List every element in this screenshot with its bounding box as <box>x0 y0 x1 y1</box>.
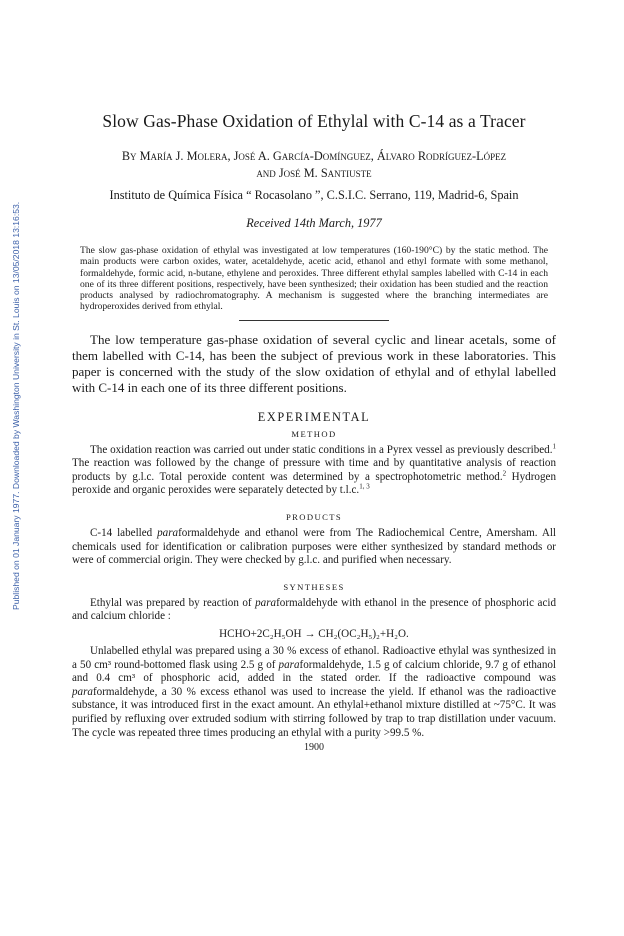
syn2-italic-2: para <box>72 685 93 698</box>
syn1-italic: para <box>255 596 277 609</box>
method-text-c: Hydrogen peroxide and organic peroxides were separately detected by t.l.c. <box>72 470 556 497</box>
products-paragraph <box>72 527 556 568</box>
syn2-text-b: formaldehyde, 1.5 g of calcium chloride, 9.7 g of ethanol and 0.4 cm³ of phosphoric acid, added in the stated order. If the radioactive compound was <box>72 658 556 685</box>
method-text-a: The oxidation reaction was carried out under static conditions in a Pyrex vessel as previously described. <box>90 443 553 456</box>
ref-1-3: 1, 3 <box>359 482 370 491</box>
ref-1: 1 <box>552 441 556 450</box>
download-side-note-text: Published on 01 January 1977. Downloaded by Washington University in St. Louis on 13/05/2018 13:16:53. <box>11 201 21 610</box>
ref-2: 2 <box>502 469 507 478</box>
products-text-a: C-14 labelled <box>90 526 158 539</box>
syn2-text-a: Unlabelled ethylal was prepared using a 30 % excess of ethanol. Radioactive ethylal was synthesized in a 50 cm³ round-bottomed flask using 2.5 g of <box>72 644 556 671</box>
paper-title: Slow Gas-Phase Oxidation of Ethylal with C-14 as a Tracer <box>102 111 526 131</box>
section-heading-experimental: EXPERIMENTAL <box>257 409 371 424</box>
subheading-products: PRODUCTS <box>285 511 343 522</box>
received-date: Received 14th March, 1977 <box>246 216 382 230</box>
syn1-text-a: Ethylal was prepared by reaction of <box>90 596 256 609</box>
products-italic: para <box>157 526 179 539</box>
authors-block <box>72 148 556 182</box>
divider-rule <box>239 320 389 321</box>
syntheses-paragraph-1 <box>72 597 556 624</box>
introduction: The low temperature gas-phase oxidation of several cyclic and linear acetals, some of them labelled with C-14, has been the subject of previous work in these laboratories. This paper is concerned with the study of the slow oxidation of ethylal and of ethylal labelled with C-14 in each one of its three different positions. <box>72 331 556 396</box>
syn1-text-b: formaldehyde with ethanol in the presence of phosphoric acid and calcium chloride : <box>72 596 556 623</box>
affiliation: Instituto de Química Física “ Rocasolano ”, C.S.I.C. Serrano, 119, Madrid-6, Spain <box>109 188 519 202</box>
page-number: 1900 <box>304 742 324 754</box>
reaction-equation: HCHO+2C₂H₅OH → CH₂(OC₂H₅)₂+H₂O. <box>219 627 409 640</box>
method-paragraph <box>72 441 556 498</box>
paper-page <box>72 110 556 753</box>
subheading-method: METHOD <box>291 428 337 439</box>
subheading-syntheses: SYNTHESES <box>283 581 345 592</box>
products-text-b: formaldehyde and ethanol were from The Radiochemical Centre, Amersham. All chemicals used for identification or calibration purposes were either synthesized by standard methods or were of commercial origin. They were checked by g.l.c. and purified when necessary. <box>72 526 556 567</box>
method-text-b: The reaction was followed by the change of pressure with time and by quantitative analysis of reaction products by g.l.c. Total peroxide content was determined by a spectrophotometric method. <box>72 457 556 483</box>
syn2-italic-1: para <box>278 658 300 671</box>
authors-line-2: and José M. Santiuste <box>256 166 372 180</box>
download-side-note <box>0 90 22 610</box>
authors-line-1: María J. Molera, José A. García-Domínguez, Álvaro Rodríguez-López <box>139 149 507 163</box>
authors-prefix: By <box>121 149 137 163</box>
syntheses-paragraph-2 <box>72 645 556 740</box>
syn2-text-c: formaldehyde, a 30 % excess ethanol was used to increase the yield. If ethanol was the radioactive substance, it was introduced first in the exact amount. An ethylal+ethanol mixture distilled at ~75°C. It was purified by refluxing over extruded sodium with stirring followed by trap to trap distillation under vacuum. The cycle was repeated three times producing an ethylal with a purity >99.5 %. <box>72 685 556 739</box>
abstract: The slow gas-phase oxidation of ethylal was investigated at low temperatures (160-190°C) by the static method. The main products were carbon oxides, water, acetaldehyde, acetic acid, ethanol and ethyl formate with some methanol, formaldehyde, formic acid, n-butane, ethylene and peroxides. Three different ethylal samples labelled with C-14 in each one of its three different positions, respectively, have been synthesized; their oxidation has been studied and the reaction products analysed by radiochromatography. A mechanism is suggested where the branching intermediates are hydroperoxides derived from ethylal. <box>80 245 548 313</box>
